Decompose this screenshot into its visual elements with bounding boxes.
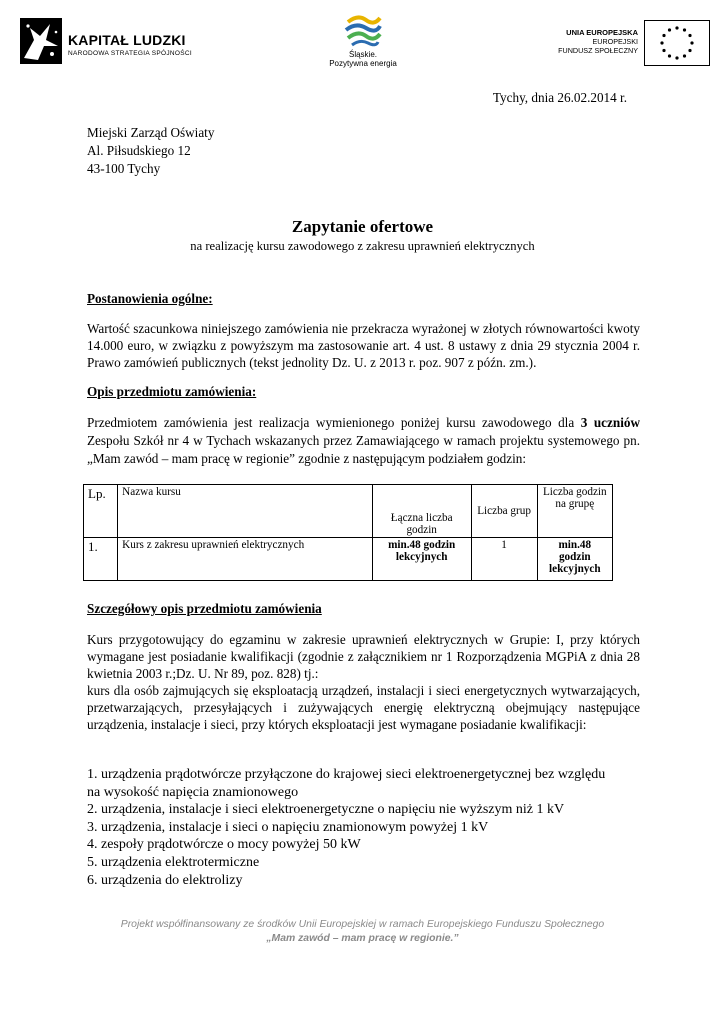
eu-line3: FUNDUSZ SPOŁECZNY (558, 46, 638, 55)
kapital-ludzki-emblem-icon (20, 18, 62, 64)
table-header-row (84, 485, 613, 538)
detail-heading: Szczegółowy opis przedmiotu zamówienia (87, 601, 322, 616)
slaskie-waves-icon (344, 14, 382, 48)
list-item: 6. urządzenia do elektrolizy (87, 872, 243, 888)
slaskie-line2: Pozytywna energia (329, 59, 397, 68)
slaskie-line1: Śląskie. (348, 50, 377, 59)
address-line: Al. Piłsudskiego 12 (87, 143, 191, 158)
row-lp: 1. (84, 538, 118, 581)
kapital-ludzki-title: KAPITAŁ LUDZKI (68, 32, 186, 48)
list-item: 5. urządzenia elektrotermiczne (87, 854, 260, 870)
row-group-hours: min.48 godzin lekcyjnych (537, 538, 612, 581)
header-total-hours: Łączna liczba godzin (372, 485, 471, 538)
eu-text-block (548, 28, 638, 55)
subject-text-part-a: Przedmiotem zamówienia jest realizacja wymienionego poniżej kursu zawodowego dla (87, 415, 575, 430)
row-groups: 1 (471, 538, 537, 581)
footer-line1: Projekt współfinansowany ze środków Unii Europejskiej w ramach Europejskiego Funduszu Społecznego (120, 919, 605, 930)
eu-line1: UNIA EUROPEJSKA (566, 28, 638, 37)
row-course-name: Kurs z zakresu uprawnień elektrycznych (118, 538, 373, 581)
general-provisions-text: Wartość szacunkowa niniejszego zamówienia nie przekracza wyrażonej w złotych równowartości kwoty 14.000 euro, w związku z powyższym ma zastosowanie art. 4 ust. 8 ustawy z dnia 29 stycznia 2004 r. Prawo zamówień publicznych (tekst jednolity Dz. U. z 2013 r. poz. 907 z późn. zm.). (87, 321, 640, 370)
subject-text (87, 414, 640, 468)
letter-date: Tychy, dnia 26.02.2014 r. (492, 90, 627, 105)
recipient-address (87, 124, 214, 178)
course-table (83, 484, 613, 581)
header-group-hours: Liczba godzin na grupę (537, 485, 612, 538)
footer-line2: „Mam zawód – mam pracę w regionie.” (266, 933, 459, 944)
general-provisions-heading: Postanowienia ogólne: (87, 291, 213, 306)
subject-heading: Opis przedmiotu zamówienia: (87, 384, 257, 399)
header-lp: Lp. (84, 485, 118, 538)
list-item: 1. urządzenia prądotwórcze przyłączone do krajowej sieci elektroenergetycznej bez względu (87, 767, 606, 782)
kapital-ludzki-logo (20, 18, 205, 64)
eu-line2: EUROPEJSKI (592, 37, 638, 46)
document-title: Zapytanie ofertowe (291, 217, 434, 236)
list-item: na wysokość napięcia znamionowego (87, 784, 299, 800)
address-line: Miejski Zarząd Oświaty (87, 125, 215, 140)
slaskie-logo (318, 14, 408, 74)
subject-text-part-b: Zespołu Szkół nr 4 w Tychach wskazanych przez Zamawiającego w ramach projektu systemowego pn. „Mam zawód – mam pracę w regionie” zgodnie z następującym podziałem godzin: (87, 433, 640, 466)
address-line: 43-100 Tychy (87, 161, 161, 176)
kapital-ludzki-subtitle: NARODOWA STRATEGIA SPÓJNOŚCI (68, 50, 192, 57)
row-total-hours: min.48 godzin lekcyjnych (372, 538, 471, 581)
list-item: 3. urządzenia, instalacje i sieci o napięciu znamionowym powyżej 1 kV (87, 819, 489, 835)
subject-text-bold: 3 uczniów (580, 415, 641, 430)
header-groups: Liczba grup (471, 485, 537, 538)
eu-flag-icon (644, 20, 710, 66)
list-item: 4. zespoły prądotwórcze o mocy powyżej 50 kW (87, 837, 361, 853)
document-subtitle: na realizację kursu zawodowego z zakresu uprawnień elektrycznych (190, 239, 535, 253)
detail-text-1: Kurs przygotowujący do egzaminu w zakresie uprawnień elektrycznych w Grupie: I, przy których wymagane jest posiadanie kwalifikacji (zgodnie z załącznikiem nr 1 Rozporządzenia MGPiA z dnia 28 kwietnia 2003 r.;Dz. U. Nr 89, poz. 828) tj.: (87, 632, 640, 681)
table-row (84, 538, 613, 581)
equipment-list (87, 766, 657, 889)
detail-text-2: kurs dla osób zajmujących się eksploatacją urządzeń, instalacji i sieci energetycznych wytwarzających, przetwarzających, przesyłających i zużywających energię elektryczną obejmujący następujące urządzenia, instalacje i sieci, przy których eksploatacji jest wymagane posiadanie kwalifikacji: (87, 683, 640, 732)
header-course-name: Nazwa kursu (118, 485, 373, 538)
page-footer (0, 918, 725, 946)
list-item: 2. urządzenia, instalacje i sieci elektroenergetyczne o napięciu nie wyższym niż 1 kV (87, 802, 565, 818)
